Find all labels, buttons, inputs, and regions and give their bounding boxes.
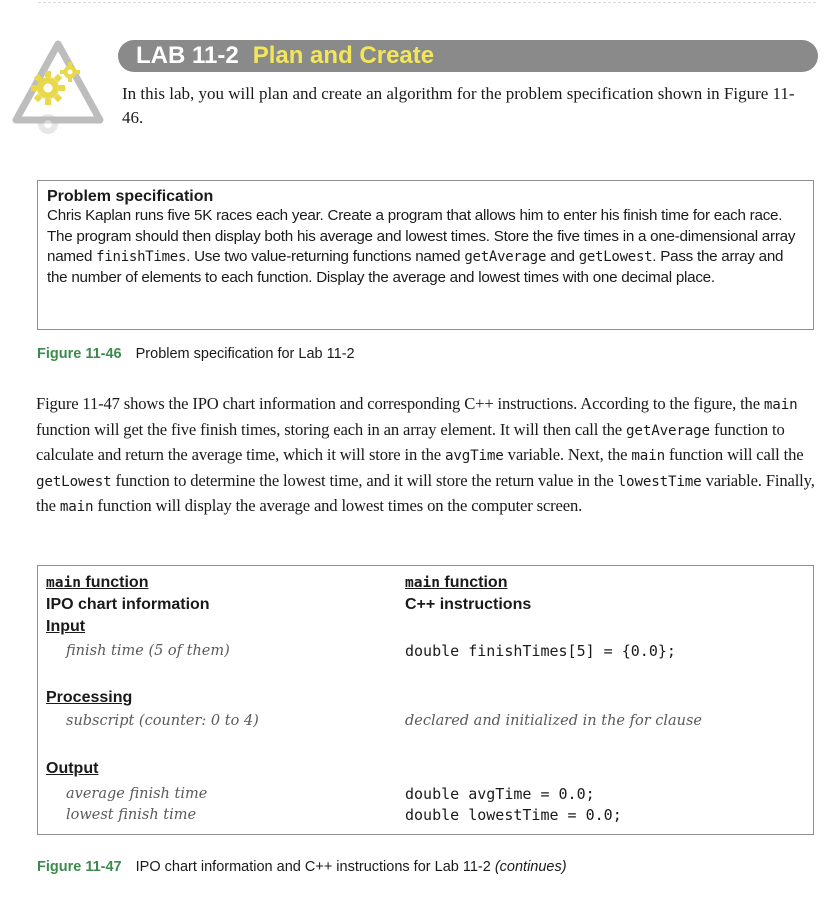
figure-label: Figure 11-47 bbox=[37, 859, 122, 875]
ipo-right-heading: main function bbox=[405, 574, 508, 591]
lab-number: LAB 11-2 bbox=[136, 42, 239, 69]
output-code-avgTime: double avgTime = 0.0; bbox=[405, 785, 595, 803]
output-item-average: average finish time bbox=[66, 786, 208, 802]
output-item-lowest: lowest finish time bbox=[66, 807, 197, 823]
top-divider bbox=[38, 2, 816, 3]
problem-specification-box bbox=[37, 180, 814, 330]
lab-intro: In this lab, you will plan and create an algorithm for the problem specification shown in Figure 11-46. bbox=[122, 84, 795, 127]
lab-title bbox=[136, 41, 434, 71]
code-getAverage: getAverage bbox=[464, 249, 547, 265]
code-getLowest: getLowest bbox=[578, 249, 653, 265]
code-finishTimes: finishTimes bbox=[96, 249, 187, 265]
figure-47-caption: Figure 11-47 IPO chart information and C++ instructions for Lab 11-2 (continues) bbox=[37, 859, 567, 875]
output-code-lowestTime: double lowestTime = 0.0; bbox=[405, 806, 622, 824]
figure-46-caption: Figure 11-46 Problem specification for Lab 11-2 bbox=[37, 346, 355, 362]
spec-body: Chris Kaplan runs five 5K races each year. Create a program that allows him to enter his finish time for each race. The program should then display both his average and lowest times. Store the five times in a one-dimensional array named finishTimes. Use two value-returning functions named getAverage and getLowest. Pass the array and the number of elements to each function. Display the average and lowest times with one decimal place. bbox=[47, 207, 796, 286]
input-item: finish time (5 of them) bbox=[66, 643, 230, 659]
input-label: Input bbox=[46, 618, 86, 635]
lab-name: Plan and Create bbox=[252, 42, 435, 69]
ipo-left-subheading: IPO chart information bbox=[46, 596, 210, 613]
figure-label: Figure 11-46 bbox=[37, 346, 122, 362]
body-paragraph: Figure 11-47 shows the IPO chart information and corresponding C++ instructions. According to the figure, the main function will get the five finish times, storing each in an array element. It will then call the getAverage function to calculate and return the average time, which it will store in the avgTime variable. Next, the main function will call the getLowest function to determine the lowest time, and it will store the return value in the lowestTime variable. Finally, the main function will display the average and lowest times on the computer screen. bbox=[36, 394, 815, 515]
output-label: Output bbox=[46, 760, 99, 777]
spec-heading: Problem specification bbox=[47, 188, 214, 205]
processing-note: declared and initialized in the for clause bbox=[405, 713, 702, 729]
input-code: double finishTimes[5] = {0.0}; bbox=[405, 642, 676, 660]
ipo-left-heading: main function bbox=[46, 574, 149, 591]
ipo-right-subheading: C++ instructions bbox=[405, 596, 532, 613]
processing-label: Processing bbox=[46, 689, 133, 706]
large-gear-icon bbox=[31, 71, 65, 105]
gears-triangle-icon bbox=[8, 38, 108, 138]
faded-gear-icon bbox=[38, 114, 58, 134]
processing-item: subscript (counter: 0 to 4) bbox=[66, 713, 259, 729]
